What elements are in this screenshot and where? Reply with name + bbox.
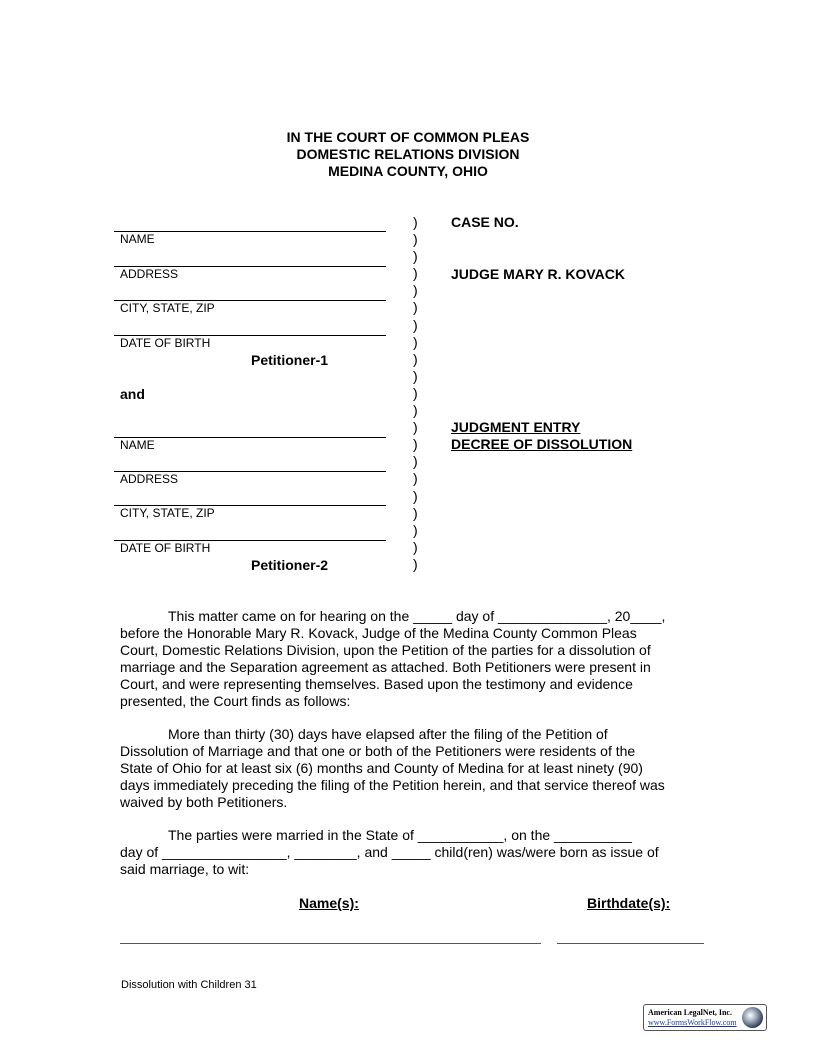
paren: ): [413, 248, 418, 265]
paragraph-line: before the Honorable Mary R. Kovack, Judge of the Medina County Common Pleas: [120, 625, 637, 641]
paragraph-hearing: [120, 608, 697, 710]
paragraph-line: Court, and were representing themselves. Based upon the testimony and evidence: [120, 676, 633, 692]
paren: ): [413, 333, 418, 350]
petitioner1-dob-label: DATE OF BIRTH: [120, 336, 211, 350]
paren: ): [413, 402, 418, 419]
court-header-line2: DOMESTIC RELATIONS DIVISION: [296, 146, 520, 162]
document-title-line2: DECREE OF DISSOLUTION: [451, 436, 633, 452]
names-column-header: Name(s):: [299, 895, 359, 911]
badge-company: American LegalNet, Inc.: [648, 1008, 732, 1017]
document-title-line1: JUDGMENT ENTRY: [451, 419, 581, 435]
petitioner1-address-label: ADDRESS: [120, 267, 179, 281]
judge-name: JUDGE MARY R. KOVACK: [451, 266, 625, 282]
paren: ): [413, 504, 418, 521]
paragraph-line: day of ________________, ________, and _____ child(ren) was/were born as issue of: [120, 844, 659, 860]
footer-form-id: Dissolution with Children 31: [121, 979, 257, 991]
birthdates-column-header: Birthdate(s):: [587, 895, 671, 911]
badge-url[interactable]: www.FormsWorkFlow.com: [648, 1018, 737, 1027]
petitioner2-name-label: NAME: [120, 438, 155, 452]
child-name-line[interactable]: [120, 943, 541, 944]
paren: ): [413, 299, 418, 316]
paren: ): [413, 316, 418, 333]
paren: ): [413, 231, 418, 248]
paragraph-line: waived by both Petitioners.: [120, 794, 288, 810]
petitioner1-name-line[interactable]: [114, 231, 386, 232]
paragraph-line: This matter came on for hearing on the _____ day of ______________, 20____,: [168, 608, 666, 624]
paren: ): [413, 384, 418, 401]
court-header-line1: IN THE COURT OF COMMON PLEAS: [286, 129, 530, 145]
paren: ): [413, 265, 418, 282]
petitioner2-name-line[interactable]: [114, 437, 386, 438]
petitioner1-role: Petitioner-1: [251, 352, 329, 368]
case-no-label: CASE NO.: [451, 214, 519, 230]
paren: ): [413, 282, 418, 299]
forms-workflow-badge[interactable]: [643, 1004, 767, 1031]
paren: ): [413, 214, 418, 230]
paragraph-line: Dissolution of Marriage and that one or both of the Petitioners were residents of the: [120, 743, 636, 759]
paragraph-line: More than thirty (30) days have elapsed after the filing of the Petition of: [168, 726, 608, 742]
paragraph-line: said marriage, to wit:: [120, 861, 250, 877]
paragraph-residency: [120, 726, 697, 811]
petitioner2-address-label: ADDRESS: [120, 472, 179, 486]
paragraph-marriage: [120, 827, 697, 878]
paren-column: [413, 214, 423, 573]
paren: ): [413, 487, 418, 504]
globe-logo-icon: [742, 1007, 763, 1028]
paragraph-line: State of Ohio for at least six (6) months and County of Medina for at least ninety (90): [120, 760, 643, 776]
paragraph-line: The parties were married in the State of ___________, on the __________: [168, 827, 632, 843]
petitioner1-name-label: NAME: [120, 232, 155, 246]
paren: ): [413, 453, 418, 470]
paragraph-line: presented, the Court finds as follows:: [120, 693, 351, 709]
paren: ): [413, 555, 418, 572]
court-header: [0, 129, 816, 180]
paren: ): [413, 521, 418, 538]
petitioner1-city-label: CITY, STATE, ZIP: [120, 301, 215, 315]
petitioner2-role: Petitioner-2: [251, 557, 329, 573]
paren: ): [413, 367, 418, 384]
paren: ): [413, 419, 418, 436]
paragraph-line: days immediately preceding the filing of the Petition herein, and that service thereof was: [120, 777, 665, 793]
petitioner2-city-label: CITY, STATE, ZIP: [120, 506, 215, 520]
paren: ): [413, 350, 418, 367]
and-text: and: [120, 386, 145, 402]
paren: ): [413, 470, 418, 487]
paren: ): [413, 436, 418, 453]
paragraph-line: marriage and the Separation agreement as attached. Both Petitioners were present in: [120, 659, 651, 675]
child-birthdate-line[interactable]: [557, 943, 704, 944]
paren: ): [413, 538, 418, 555]
court-header-line3: MEDINA COUNTY, OHIO: [328, 163, 488, 179]
paragraph-line: Court, Domestic Relations Division, upon the Petition of the parties for a dissolution of: [120, 642, 651, 658]
petitioner2-dob-label: DATE OF BIRTH: [120, 541, 211, 555]
